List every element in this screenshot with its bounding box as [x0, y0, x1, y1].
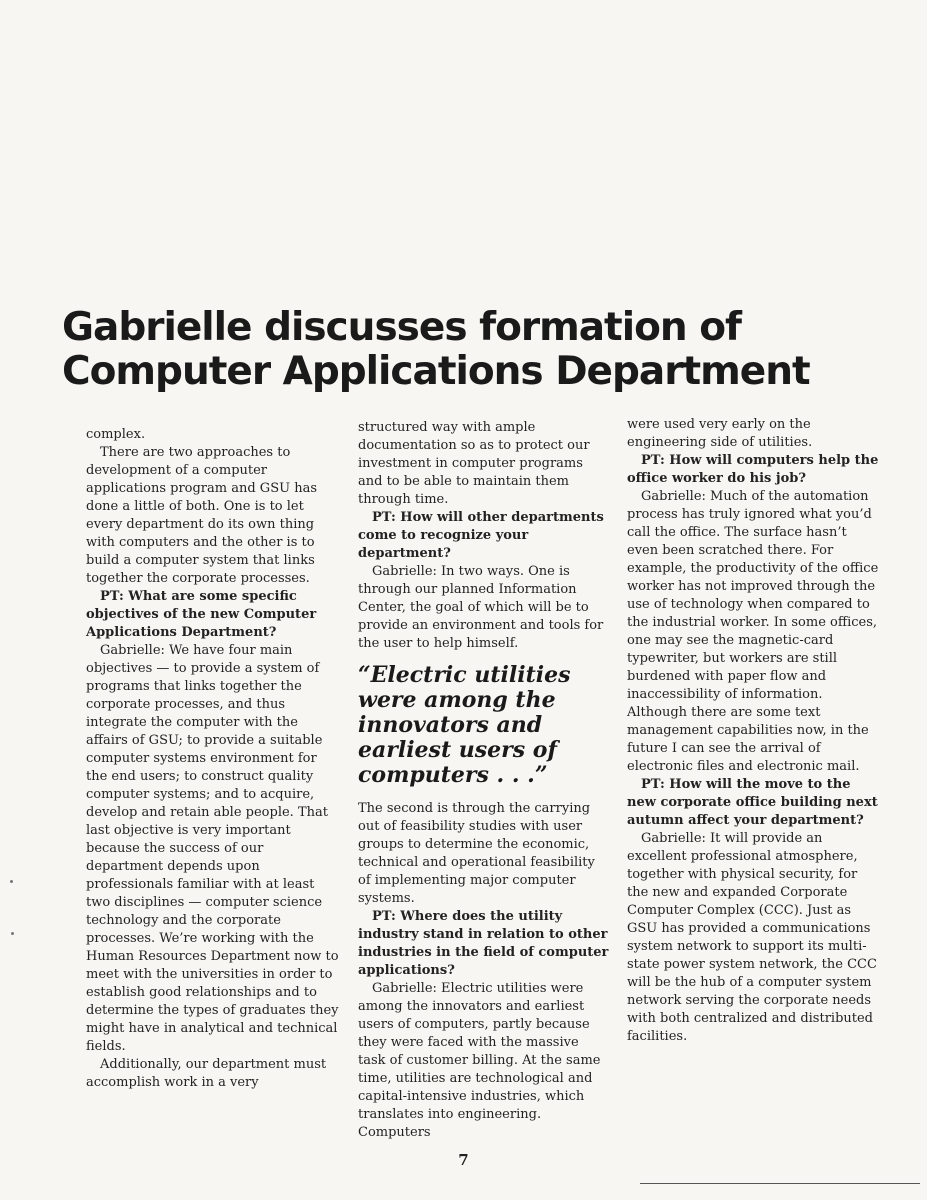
headline-line-1: Gabrielle discusses formation of	[62, 305, 741, 350]
pull-quote: “Electric utilities were among the innovators and earliest users of computers . . .”	[358, 662, 571, 788]
interview-question: PT: What are some specific objectives of the new Computer Applications Department?	[86, 589, 317, 640]
body-paragraph: Gabrielle: We have four main objectives — to provide a system of programs that links together the corporate processes, and thus integrate the computer with the affairs of GSU; to provide a suitable computer systems environment for the end users; to construct quality computer systems; and to acquire, develop and retain able people. That last objective is very important because the success of our department depends upon professionals familiar with at least two disciplines — computer science technology and the corporate processes. We’re working with the Human Resources Department now to meet with the universities in order to establish good relationships and to determine the types of graduates they might have in analytical and technical fields.	[86, 643, 339, 1054]
column-1-paragraphs	[86, 426, 342, 1092]
body-paragraph: Gabrielle: Electric utilities were among the innovators and earliest users of computers, partly because they were faced with the massive task of customer billing. At the same time, utilities are technological and capital-intensive industries, which translates into engineering. Computers	[358, 981, 601, 1140]
text-column-1	[86, 426, 342, 1092]
body-paragraph: There are two approaches to development of a computer applications program and GSU has done a little of both. One is to let every department do its own thing with computers and the other is to build a computer system that links together the corporate processes.	[86, 445, 317, 586]
page-number: 7	[458, 1151, 469, 1169]
scan-speck	[11, 932, 14, 935]
interview-question: PT: How will the move to the new corporate office building next autumn affect your department?	[627, 777, 878, 828]
body-paragraph: structured way with ample documentation so as to protect our investment in computer programs and to be able to maintain them through time.	[358, 420, 590, 507]
column-2-top-paragraphs	[358, 419, 610, 653]
body-paragraph: Additionally, our department must accomplish work in a very	[86, 1057, 327, 1090]
article-headline	[62, 306, 922, 394]
text-column-2	[358, 419, 610, 1142]
body-paragraph: The second is through the carrying out of feasibility studies with user groups to determine the economic, technical and operational feasibility of implementing major computer systems.	[358, 801, 595, 906]
body-paragraph: were used very early on the engineering side of utilities.	[627, 417, 813, 450]
body-paragraph: Gabrielle: It will provide an excellent professional atmosphere, together with physical security, for the new and expanded Corporate Computer Complex (CCC). Just as GSU has provided a communications system network to support its multi-state power system network, the CCC will be the hub of a computer system network serving the corporate needs with both centralized and distributed facilities.	[627, 831, 877, 1044]
body-paragraph: Gabrielle: Much of the automation process has truly ignored what you’d call the office. The surface hasn’t even been scratched there. For example, the productivity of the office worker has not improved through the use of technology when compared to the industrial worker. In some offices, one may see the magnetic-card typewriter, but workers are still burdened with paper flow and inaccessibility of information. Although there are some text management capabilities now, in the future I can see the arrival of electronic files and electronic mail.	[627, 489, 879, 774]
interview-question: PT: How will other departments come to recognize your department?	[358, 510, 604, 561]
interview-question: PT: How will computers help the office worker do his job?	[627, 453, 879, 486]
text-column-3	[627, 416, 879, 1046]
column-2-bottom-paragraphs	[358, 800, 610, 1142]
scan-speck	[10, 880, 13, 883]
headline-line-2: Computer Applications Department	[62, 349, 810, 394]
body-paragraph: Gabrielle: In two ways. One is through our planned Information Center, the goal of which will be to provide an environment and tools for the user to help himself.	[358, 564, 604, 651]
bottom-rule	[640, 1183, 920, 1184]
body-paragraph: complex.	[86, 427, 146, 442]
interview-question: PT: Where does the utility industry stand in relation to other industries in the field of computer applications?	[358, 909, 609, 978]
column-3-paragraphs	[627, 416, 879, 1046]
